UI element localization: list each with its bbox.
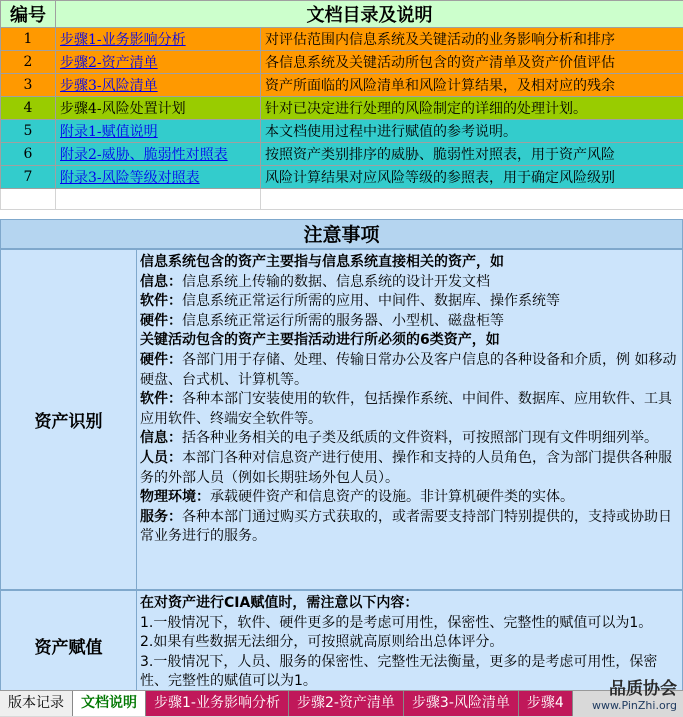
note-line-text: 各部门用于存储、处理、传输日常办公及客户信息的各种设备和介质，例 如移动硬盘、台式机、计算机等。 [140,352,676,388]
note-line-text: 2.如果有些数据无法细分，可按照就高原则给出总体评分。 [140,634,503,650]
asset-valuation-label: 资产赋值 [1,591,137,690]
toc-table [0,0,683,210]
note-line-text: 各种本部门通过购买方式获取的，或者需要支持部门特别提供的，支持或协助日常业务进行的服务。 [140,509,672,545]
note-line [140,488,680,508]
note-line-keyword: 关键活动包含的资产主要指活动进行所必须的6类资产，如 [140,332,500,348]
toc-desc: 资产所面临的风险清单和风险计算结果，及相对应的残余 [261,74,683,97]
sheet-tab[interactable]: 版本记录 [0,691,73,716]
note-line [140,508,680,547]
sheet-tab[interactable]: 步骤4 [519,691,573,716]
note-line-text: 承载硬件资产和信息资产的设施。非计算机硬件类的实体。 [210,489,574,505]
asset-valuation-section [0,590,683,690]
sheet-tab[interactable]: 步骤3-风险清单 [404,691,519,716]
toc-desc: 风险计算结果对应风险等级的参照表，用于确定风险级别 [261,166,683,189]
notes-title: 注意事项 [0,219,683,249]
note-line-keyword: 信息： [140,430,182,446]
note-line [140,390,680,429]
blank-row [1,189,683,210]
asset-identification-label: 资产识别 [1,250,137,589]
sheet-tab[interactable]: 步骤1-业务影响分析 [146,691,289,716]
toc-num: 1 [1,28,56,51]
header-title: 文档目录及说明 [56,1,683,28]
toc-name-cell [56,28,261,51]
note-line-text: 3.一般情况下，人员、服务的保密性、完整性无法衡量，更多的是考虑可用性，保密性、完整性的赋值可以为1。 [140,654,657,690]
toc-row [1,74,683,97]
note-line-text: 信息系统正常运行所需的服务器、小型机、磁盘柜等 [182,313,504,329]
note-line-text: 各种本部门安装使用的软件，包括操作系统、中间件、数据库、应用软件、工具应用软件、终端安全软件等。 [140,391,672,427]
toc-num: 4 [1,97,56,120]
note-line [140,614,680,634]
note-line [140,331,680,351]
note-line-keyword: 在对资产进行CIA赋值时，需注意以下内容： [140,595,418,611]
toc-row [1,51,683,74]
note-line-keyword: 信息系统包含的资产主要指与信息系统直接相关的资产，如 [140,254,504,270]
toc-link[interactable]: 附录2-威胁、脆弱性对照表 [60,147,228,163]
toc-row [1,120,683,143]
note-line-keyword: 硬件： [140,313,182,329]
sheet-tabs-bar [0,690,683,717]
toc-header-row [1,1,683,28]
toc-num: 2 [1,51,56,74]
toc-link[interactable]: 附录1-赋值说明 [60,124,158,140]
sheet-tab[interactable]: 步骤2-资产清单 [289,691,404,716]
note-line-text: 1.一般情况下，软件、硬件更多的是考虑可用性，保密性、完整性的赋值可以为1。 [140,615,652,631]
asset-identification-body [140,253,680,547]
note-line-keyword: 信息： [140,274,182,290]
toc-num: 6 [1,143,56,166]
note-line [140,273,680,293]
sheet-tab[interactable]: 文档说明 [73,691,146,716]
header-num: 编号 [1,1,56,28]
toc-num: 3 [1,74,56,97]
toc-name-cell [56,97,261,120]
note-line-keyword: 人员： [140,450,182,466]
toc-link[interactable]: 步骤3-风险清单 [60,78,158,94]
toc-row [1,143,683,166]
watermark-url: www.PinZhi.org [592,699,677,712]
toc-name-cell [56,166,261,189]
note-line [140,633,680,653]
toc-desc: 对评估范围内信息系统及关键活动的业务影响分析和排序 [261,28,683,51]
toc-row [1,28,683,51]
note-line-text: 本部门各种对信息资产进行使用、操作和支持的人员角色，含为部门提供各种服务的外部人员（例如长期驻场外包人员）。 [140,450,672,486]
toc-desc: 各信息系统及关键活动所包含的资产清单及资产价值评估 [261,51,683,74]
toc-name: 步骤4-风险处置计划 [60,101,186,117]
toc-link[interactable]: 附录3-风险等级对照表 [60,170,200,186]
note-line-text: 信息系统上传输的数据、信息系统的设计开发文档 [182,274,490,290]
note-line-text: 信息系统正常运行所需的应用、中间件、数据库、操作系统等 [182,293,560,309]
note-line-text: 括各种业务相关的电子类及纸质的文件资料，可按照部门现有文件明细列举。 [182,430,658,446]
note-line [140,351,680,390]
note-line [140,449,680,488]
note-line-keyword: 软件： [140,293,182,309]
note-line-keyword: 物理环境： [140,489,210,505]
note-line [140,253,680,273]
note-line [140,594,680,614]
toc-link[interactable]: 步骤2-资产清单 [60,55,158,71]
note-line-keyword: 服务： [140,509,182,525]
toc-desc: 按照资产类别排序的威胁、脆弱性对照表，用于资产风险 [261,143,683,166]
toc-name-cell [56,143,261,166]
toc-row [1,97,683,120]
note-line [140,429,680,449]
toc-name-cell [56,74,261,97]
toc-row [1,166,683,189]
toc-desc: 本文档使用过程中进行赋值的参考说明。 [261,120,683,143]
note-line [140,292,680,312]
toc-link[interactable]: 步骤1-业务影响分析 [60,32,186,48]
asset-valuation-body [140,594,680,690]
toc-num: 5 [1,120,56,143]
toc-num: 7 [1,166,56,189]
note-line-keyword: 软件： [140,391,182,407]
note-line [140,653,680,690]
watermark-title: 品质协会 [592,674,677,699]
note-line-keyword: 硬件： [140,352,182,368]
toc-desc: 针对已决定进行处理的风险制定的详细的处理计划。 [261,97,683,120]
note-line [140,312,680,332]
toc-name-cell [56,51,261,74]
toc-name-cell [56,120,261,143]
asset-identification-section [0,249,683,590]
